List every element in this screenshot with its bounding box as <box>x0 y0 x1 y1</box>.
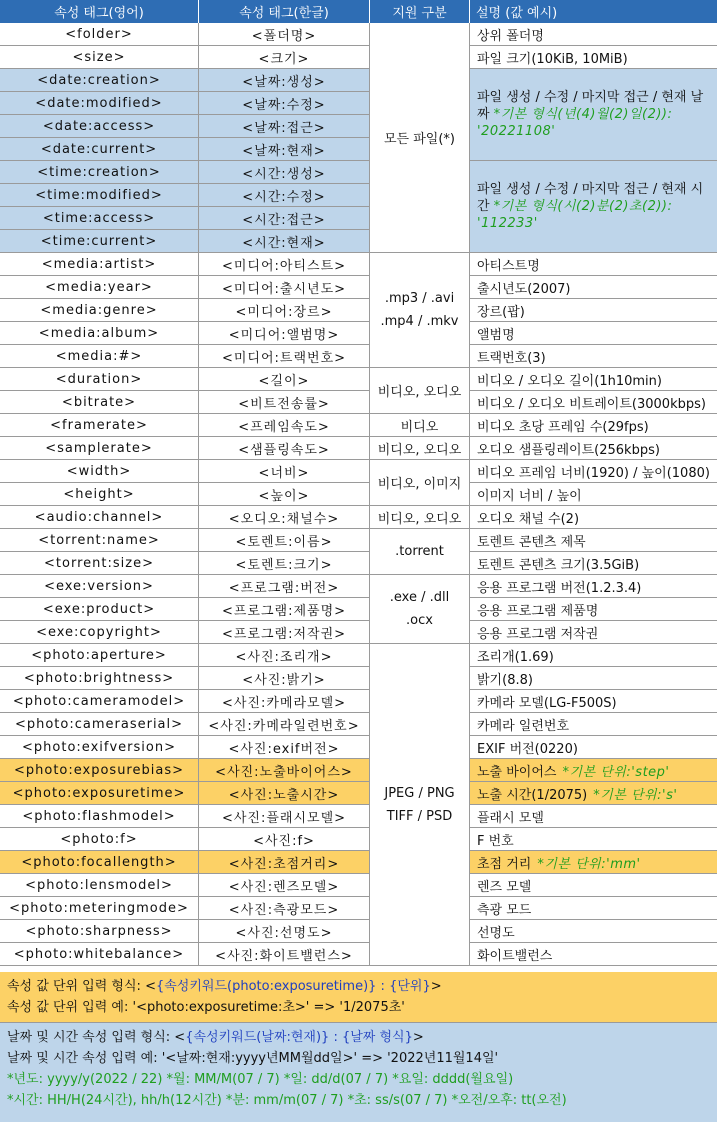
tag-korean-cell: <프로그램:저작권> <box>199 621 370 644</box>
description-cell <box>470 782 717 805</box>
support-label: 비디오, 오디오 <box>377 442 462 458</box>
unit-format-prefix: 속성 값 단위 입력 형식: < <box>7 979 156 994</box>
tag-korean-cell: <사진:카메라모델> <box>199 690 370 713</box>
tag-korean-cell: <날짜:생성> <box>199 69 370 92</box>
description-cell <box>470 943 717 966</box>
tag-english-cell: <samplerate> <box>0 437 199 460</box>
tag-english-cell: <photo:brightness> <box>0 667 199 690</box>
description-cell <box>470 46 717 69</box>
tag-korean-cell: <사진:카메라일련번호> <box>199 713 370 736</box>
support-label: 비디오 <box>400 419 439 435</box>
description-text: 파일 크기(10KiB, 10MiB) <box>477 51 628 67</box>
tag-english-cell: <time:current> <box>0 230 199 253</box>
tag-english-cell: <media:artist> <box>0 253 199 276</box>
description-text: 비디오 / 오디오 비트레이트(3000kbps) <box>477 396 706 412</box>
tag-korean-cell: <오디오:채널수> <box>199 506 370 529</box>
description-cell <box>470 368 717 391</box>
description-text: 초점 거리 <box>477 856 532 872</box>
tag-english-cell: <photo:exifversion> <box>0 736 199 759</box>
tag-english-cell: <photo:cameraserial> <box>0 713 199 736</box>
tag-korean-cell: <시간:현재> <box>199 230 370 253</box>
tag-english-cell: <photo:f> <box>0 828 199 851</box>
description-text: 오디오 채널 수(2) <box>477 511 580 527</box>
description-text: 장르(팝) <box>477 304 525 320</box>
description-cell <box>470 460 717 483</box>
description-text: 비디오 / 오디오 길이(1h10min) <box>477 373 662 389</box>
tag-korean-cell: <크기> <box>199 46 370 69</box>
time-description-cell <box>470 161 717 253</box>
date-input-format-note <box>0 1023 717 1122</box>
tag-korean-cell: <사진:조리개> <box>199 644 370 667</box>
support-group-cell <box>370 23 470 253</box>
tag-korean-cell: <길이> <box>199 368 370 391</box>
support-label: .mp3 / .avi <box>384 291 455 306</box>
tag-english-cell: <exe:copyright> <box>0 621 199 644</box>
description-text: 토렌트 콘텐츠 크기(3.5GiB) <box>477 557 640 573</box>
tag-korean-cell: <사진:f> <box>199 828 370 851</box>
description-cell <box>470 736 717 759</box>
tag-korean-cell: <토렌트:이름> <box>199 529 370 552</box>
description-cell <box>470 897 717 920</box>
tag-korean-cell: <폴더명> <box>199 23 370 46</box>
description-text: 밝기(8.8) <box>477 672 533 688</box>
tag-korean-cell: <프로그램:제품명> <box>199 598 370 621</box>
tag-korean-cell: <사진:노출시간> <box>199 782 370 805</box>
tag-korean-cell: <미디어:장르> <box>199 299 370 322</box>
support-label: TIFF / PSD <box>386 808 453 824</box>
description-text: 카메라 모델(LG-F500S) <box>477 695 617 711</box>
time-tokens-line: *시간: HH/H(24시간), hh/h(12시간) *분: mm/m(07 / 7) *초: ss/s(07 / 7) *오전/오후: tt(오전) <box>7 1093 567 1108</box>
description-text: 플래시 모델 <box>477 810 544 826</box>
tag-korean-cell: <프레임속도> <box>199 414 370 437</box>
description-text: 상위 폴더명 <box>477 28 544 44</box>
description-cell <box>470 529 717 552</box>
description-text: 선명도 <box>477 925 515 941</box>
tag-english-cell: <photo:focallength> <box>0 851 199 874</box>
description-text: F 번호 <box>477 833 514 849</box>
tag-english-cell: <size> <box>0 46 199 69</box>
unit-format-suffix: > <box>430 979 442 994</box>
description-main: 파일 생성 / 수정 / 마지막 접근 / 현재 날짜 <box>477 90 704 122</box>
support-label: .ocx <box>406 613 433 628</box>
tag-korean-cell: <사진:노출바이어스> <box>199 759 370 782</box>
tag-english-cell: <exe:product> <box>0 598 199 621</box>
tag-korean-cell: <사진:exif버전> <box>199 736 370 759</box>
tag-english-cell: <time:modified> <box>0 184 199 207</box>
tag-english-cell: <audio:channel> <box>0 506 199 529</box>
unit-input-format-note <box>0 972 717 1023</box>
tag-korean-cell: <날짜:수정> <box>199 92 370 115</box>
support-group-cell <box>370 437 470 460</box>
description-cell <box>470 483 717 506</box>
description-cell <box>470 667 717 690</box>
description-cell <box>470 805 717 828</box>
tag-english-cell: <duration> <box>0 368 199 391</box>
tag-english-cell: <photo:flashmodel> <box>0 805 199 828</box>
tag-english-cell: <photo:whitebalance> <box>0 943 199 966</box>
support-label: .exe / .dll <box>389 590 450 605</box>
description-cell <box>470 253 717 276</box>
support-group-cell <box>370 253 470 368</box>
unit-note: *기본 단위:'mm' <box>537 856 641 872</box>
description-cell <box>470 23 717 46</box>
tag-korean-cell: <날짜:접근> <box>199 115 370 138</box>
description-text: 카메라 일련번호 <box>477 718 570 734</box>
tag-korean-cell: <비트전송률> <box>199 391 370 414</box>
tag-korean-cell: <토렌트:크기> <box>199 552 370 575</box>
date-format-line <box>7 1027 717 1048</box>
description-cell <box>470 345 717 368</box>
date-format-prefix: 날짜 및 시간 속성 입력 형식: < <box>7 1030 186 1045</box>
tag-english-cell: <time:access> <box>0 207 199 230</box>
unit-example-line: 속성 값 단위 입력 예: '<photo:exposuretime:초>' => '1/2075초' <box>7 1000 405 1015</box>
header-tag-korean: 속성 태그(한글) <box>199 0 370 23</box>
description-cell <box>470 322 717 345</box>
description-cell <box>470 713 717 736</box>
description-cell <box>470 575 717 598</box>
description-text: 이미지 너비 / 높이 <box>477 488 582 504</box>
description-text <box>477 89 713 140</box>
tag-korean-cell: <사진:화이트밸런스> <box>199 943 370 966</box>
description-cell <box>470 391 717 414</box>
tag-english-cell: <media:#> <box>0 345 199 368</box>
support-group-cell <box>370 368 470 414</box>
tag-korean-cell: <샘플링속도> <box>199 437 370 460</box>
description-text: 화이트밸런스 <box>477 948 553 964</box>
description-text: 토렌트 콘텐츠 제목 <box>477 534 586 550</box>
tag-english-cell: <date:modified> <box>0 92 199 115</box>
tag-korean-cell: <사진:밝기> <box>199 667 370 690</box>
tag-korean-cell: <사진:렌즈모델> <box>199 874 370 897</box>
unit-note: *기본 단위:'s' <box>593 787 678 803</box>
tag-english-cell: <exe:version> <box>0 575 199 598</box>
description-text: 트랙번호(3) <box>477 350 546 366</box>
tag-korean-cell: <사진:플래시모델> <box>199 805 370 828</box>
tag-english-cell: <photo:aperture> <box>0 644 199 667</box>
description-cell <box>470 759 717 782</box>
date-description-cell <box>470 69 717 161</box>
tag-english-cell: <torrent:size> <box>0 552 199 575</box>
description-text: 렌즈 모델 <box>477 879 532 895</box>
date-example-line: 날짜 및 시간 속성 입력 예: '<날짜:현재:yyyy년MM월dd일>' => '2022년11월14일' <box>7 1051 499 1066</box>
description-cell <box>470 690 717 713</box>
support-group-cell <box>370 414 470 437</box>
tag-korean-cell: <미디어:출시년도> <box>199 276 370 299</box>
tag-english-cell: <media:year> <box>0 276 199 299</box>
support-label: 비디오, 오디오 <box>377 385 462 400</box>
tag-english-cell: <framerate> <box>0 414 199 437</box>
date-tokens-line: *년도: yyyy/y(2022 / 22) *월: MM/M(07 / 7) *일: dd/d(07 / 7) *요일: dddd(월요일) <box>7 1072 514 1087</box>
tag-korean-cell: <시간:생성> <box>199 161 370 184</box>
date-format-suffix: > <box>412 1030 424 1045</box>
header-tag-english: 속성 태그(영어) <box>0 0 199 23</box>
unit-format-line <box>7 976 717 997</box>
description-cell <box>470 598 717 621</box>
format-note: *기본 형식(시(2)분(2)초(2)): '112233' <box>477 199 673 231</box>
tag-korean-cell: <시간:수정> <box>199 184 370 207</box>
description-cell <box>470 828 717 851</box>
description-text: EXIF 버전(0220) <box>477 741 578 757</box>
unit-note: *기본 단위:'step' <box>562 764 670 780</box>
header-support: 지원 구분 <box>370 0 470 23</box>
tag-korean-cell: <높이> <box>199 483 370 506</box>
tag-korean-cell: <미디어:트랙번호> <box>199 345 370 368</box>
description-cell <box>470 621 717 644</box>
description-text: 응용 프로그램 저작권 <box>477 626 599 642</box>
description-text: 오디오 샘플링레이트(256kbps) <box>477 442 660 458</box>
tag-korean-cell: <사진:측광모드> <box>199 897 370 920</box>
tag-english-cell: <photo:exposurebias> <box>0 759 199 782</box>
tag-english-cell: <bitrate> <box>0 391 199 414</box>
tag-korean-cell: <사진:초점거리> <box>199 851 370 874</box>
description-cell <box>470 276 717 299</box>
tag-english-cell: <date:creation> <box>0 69 199 92</box>
tag-english-cell: <media:genre> <box>0 299 199 322</box>
description-text: 아티스트명 <box>477 258 540 274</box>
support-group-cell <box>370 575 470 644</box>
tag-english-cell: <photo:cameramodel> <box>0 690 199 713</box>
tag-korean-cell: <날짜:현재> <box>199 138 370 161</box>
description-text: 응용 프로그램 제품명 <box>477 603 599 619</box>
description-main: 파일 생성 / 수정 / 마지막 접근 / 현재 시간 <box>477 182 704 214</box>
tag-korean-cell: <사진:선명도> <box>199 920 370 943</box>
description-text <box>477 181 713 232</box>
description-text: 응용 프로그램 버전(1.2.3.4) <box>477 580 642 596</box>
tag-korean-cell: <너비> <box>199 460 370 483</box>
tag-english-cell: <photo:sharpness> <box>0 920 199 943</box>
description-text: 측광 모드 <box>477 902 532 918</box>
support-group-cell <box>370 460 470 506</box>
description-text: 조리개(1.69) <box>477 649 554 665</box>
description-cell <box>470 851 717 874</box>
description-cell <box>470 299 717 322</box>
tag-english-cell: <photo:lensmodel> <box>0 874 199 897</box>
support-label: .mp4 / .mkv <box>380 314 459 329</box>
description-text: 비디오 프레임 너비(1920) / 높이(1080) <box>477 465 710 481</box>
description-text: 노출 바이어스 <box>477 764 557 780</box>
description-text: 노출 시간(1/2075) <box>477 787 588 803</box>
unit-format-keyword: {속성키워드(photo:exposuretime)} : {단위} <box>155 979 431 994</box>
tag-english-cell: <time:creation> <box>0 161 199 184</box>
format-note: *기본 형식(년(4)월(2)일(2)): '20221108' <box>477 107 673 139</box>
support-group-cell <box>370 529 470 575</box>
description-text: 출시년도(2007) <box>477 281 571 297</box>
header-description: 설명 (값 예시) <box>470 0 717 23</box>
description-cell <box>470 414 717 437</box>
tag-english-cell: <date:current> <box>0 138 199 161</box>
tag-english-cell: <torrent:name> <box>0 529 199 552</box>
description-text: 비디오 초당 프레임 수(29fps) <box>477 419 649 435</box>
date-format-keyword: {속성키워드(날짜:현재)} : {날짜 형식} <box>185 1030 413 1045</box>
description-cell <box>470 552 717 575</box>
support-group-cell <box>370 506 470 529</box>
tag-english-cell: <date:access> <box>0 115 199 138</box>
description-cell <box>470 437 717 460</box>
support-label: JPEG / PNG <box>384 785 455 801</box>
tag-english-cell: <photo:meteringmode> <box>0 897 199 920</box>
tag-english-cell: <photo:exposuretime> <box>0 782 199 805</box>
description-cell <box>470 920 717 943</box>
tag-korean-cell: <미디어:아티스트> <box>199 253 370 276</box>
tag-korean-cell: <시간:접근> <box>199 207 370 230</box>
description-cell <box>470 506 717 529</box>
tag-english-cell: <height> <box>0 483 199 506</box>
support-label: 비디오, 이미지 <box>377 477 462 492</box>
support-label: 비디오, 오디오 <box>377 511 462 527</box>
tag-english-cell: <width> <box>0 460 199 483</box>
description-cell <box>470 644 717 667</box>
description-cell <box>470 874 717 897</box>
support-group-cell <box>370 644 470 966</box>
tag-korean-cell: <미디어:앨범명> <box>199 322 370 345</box>
support-label: .torrent <box>395 544 444 559</box>
support-label: 모든 파일(*) <box>383 132 455 147</box>
tag-english-cell: <media:album> <box>0 322 199 345</box>
description-text: 앨범명 <box>477 327 515 343</box>
tag-korean-cell: <프로그램:버전> <box>199 575 370 598</box>
tag-english-cell: <folder> <box>0 23 199 46</box>
